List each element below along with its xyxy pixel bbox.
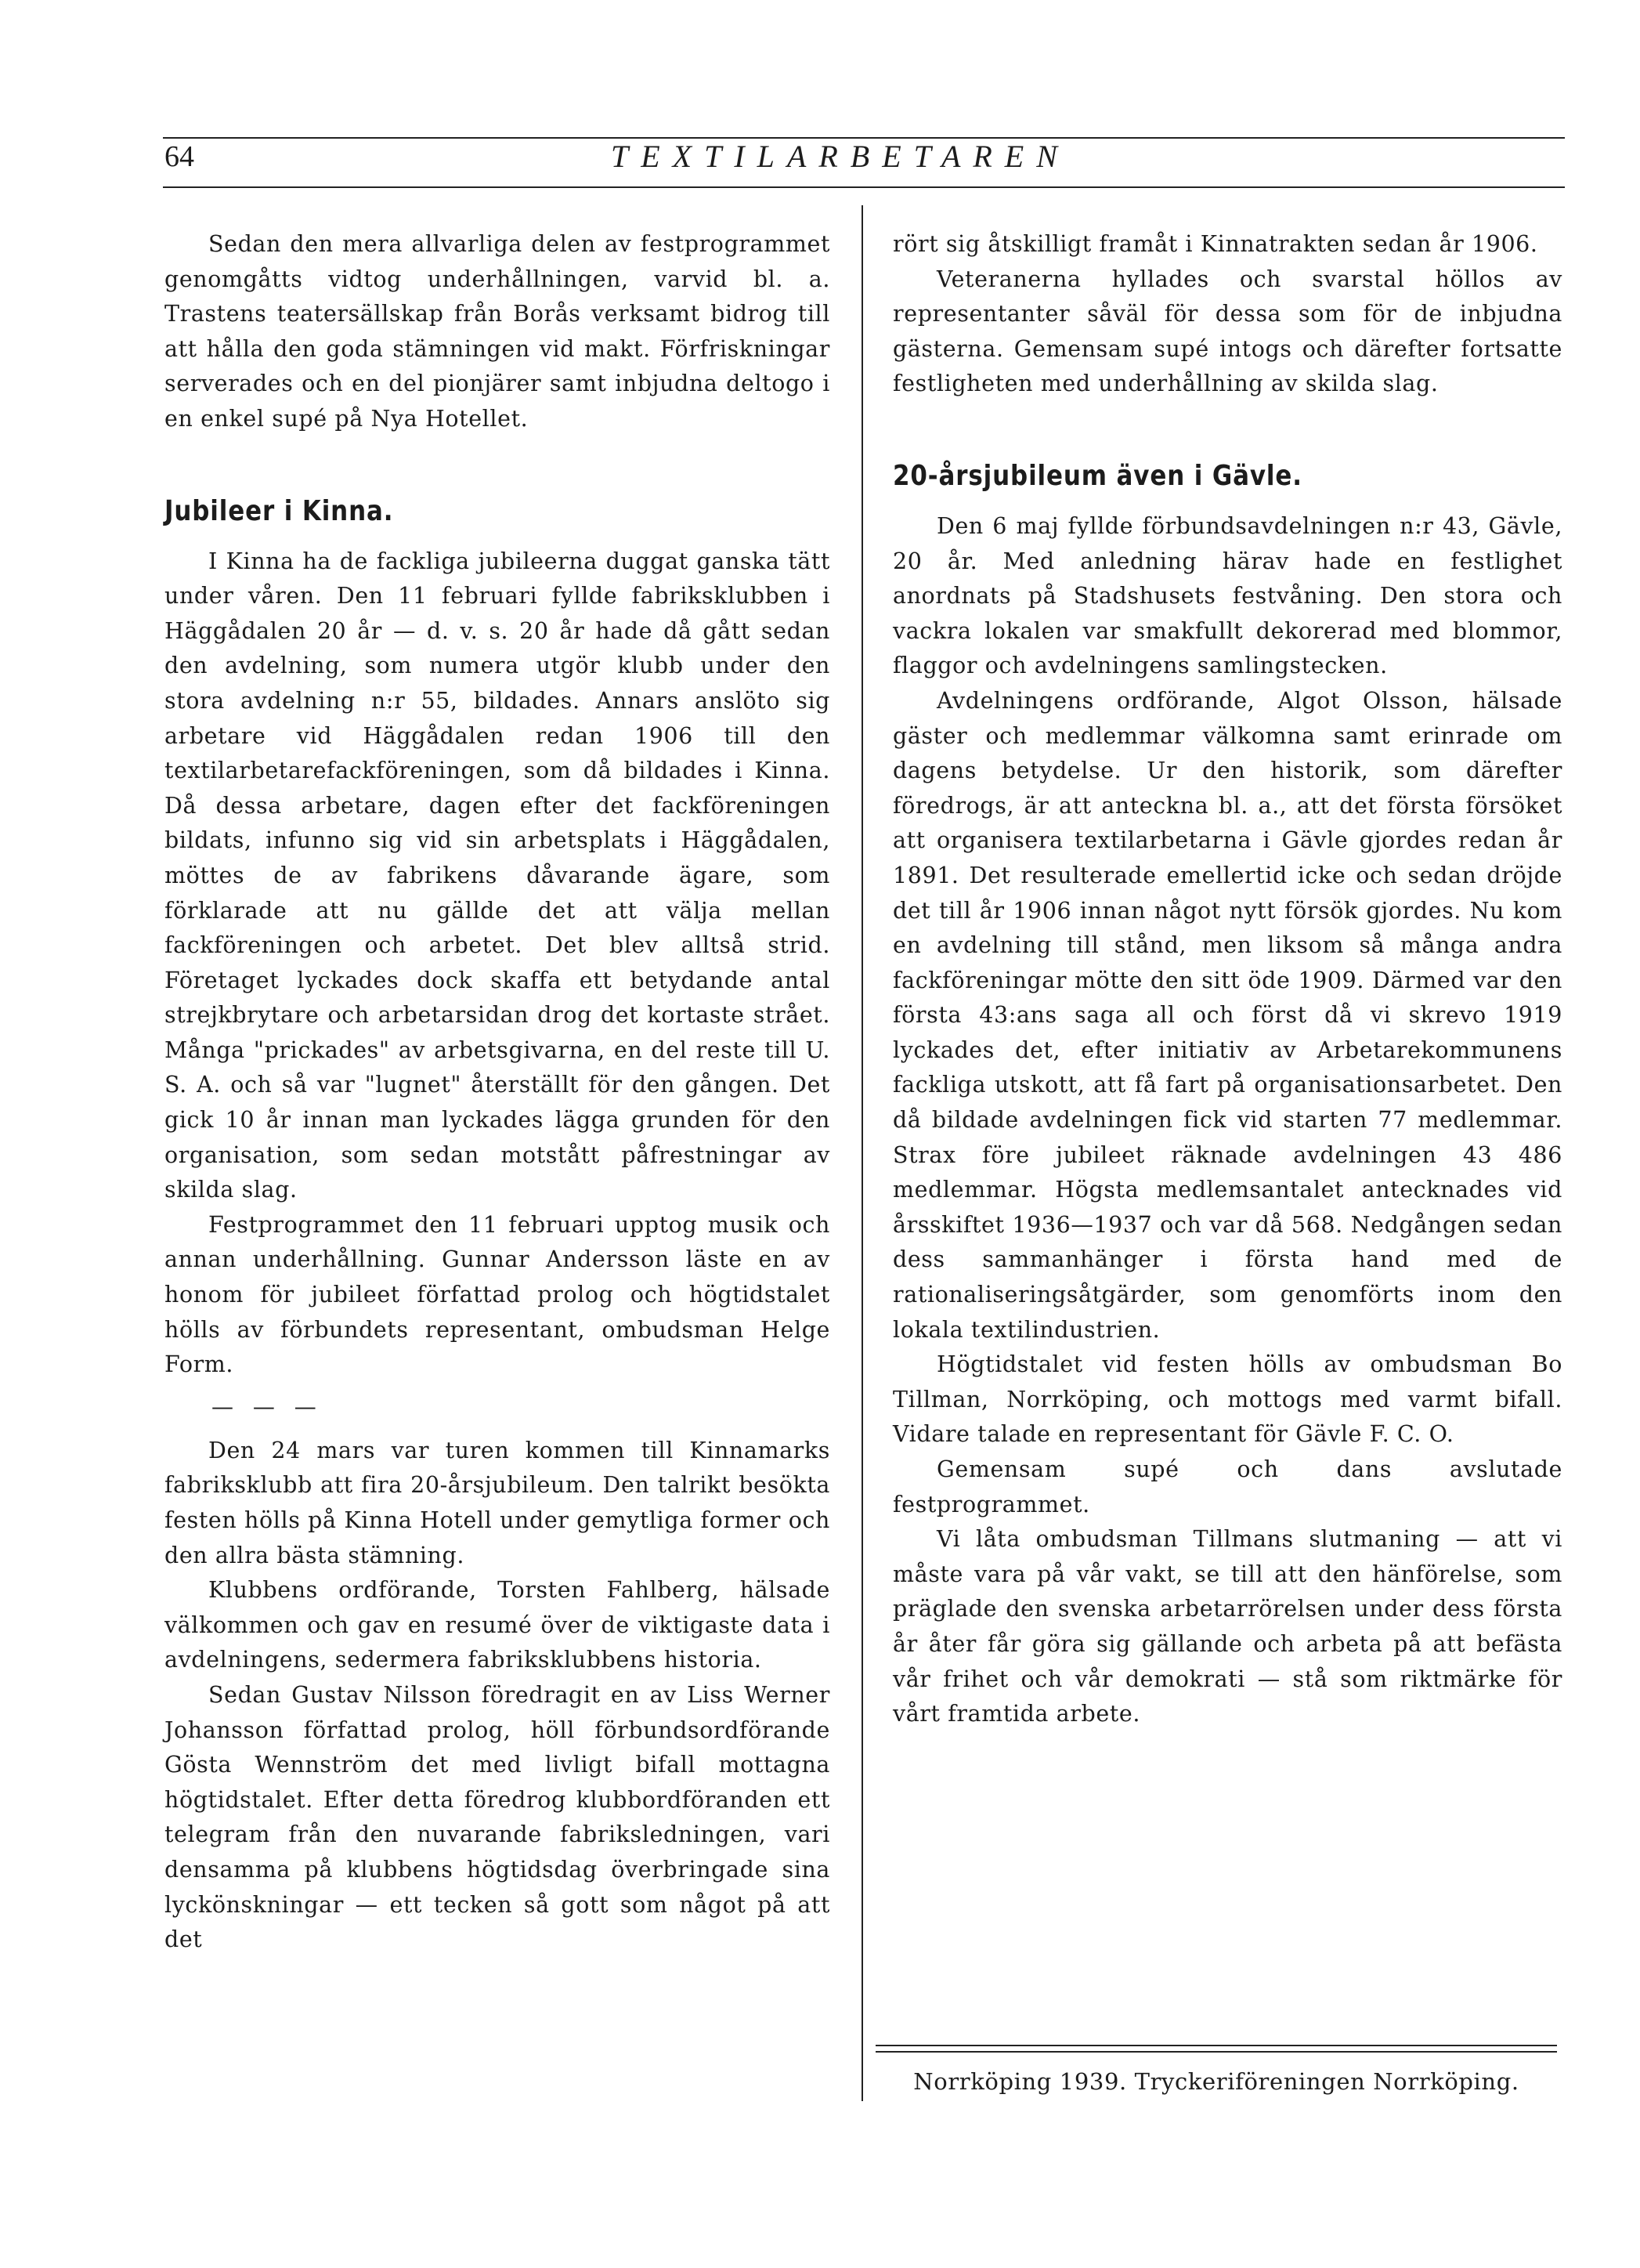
paragraph: Avdelningens ordförande, Algot Olsson, hälsade gäster och medlemmar välkomna samt erinrade om dagens betydelse. Ur den historik, som därefter föredrogs, är att anteckna bl. a., att det första försöket att organisera textilarbetarna i Gävle gjordes redan år 1891. Det resulterade emellertid icke och sedan dröjde det till år 1906 innan något nytt försök gjordes. Nu kom en avdelning till stånd, men liksom så många andra fackföreningar mötte den sitt öde 1909. Därmed var den första 43:ans saga all och först då vi skrevo 1919 lyckades det, efter initiativ av Arbetarekommunens fackliga utskott, att få fart på organisationsarbetet. Den då bildade avdelningen fick vid starten 77 medlemmar. Strax före jubileet räknade avdelningen 43 486 medlemmar. Högsta medlemsantalet antecknades vid årsskiftet 1936—1937 och var då 568. Nedgången sedan dess sammanhänger i första hand med de rationaliseringsåtgärder, som genomförts inom den lokala textilindustrien.: [893, 687, 1562, 1343]
paragraph: rört sig åtskilligt framåt i Kinnatrakten sedan år 1906.: [893, 231, 1538, 257]
right-column: [893, 227, 1562, 1732]
paragraph: I Kinna ha de fackliga jubileerna duggat ganska tätt under våren. Den 11 februari fyllde fabriksklubben i Häggådalen 20 år — d. v. s. 20 år hade då gått sedan den avdelning, som numera utgör klubb under den stora avdelning n:r 55, bildades. Annars anslöto sig arbetare vid Häggådalen redan 1906 till den textilarbetarefackföreningen, som då bildades i Kinna. Då dessa arbetare, dagen efter det fackföreningen bildats, infunno sig vid sin arbetsplats i Häggådalen, möttes de av fabrikens dåvarande ägare, som förklarade att nu gällde det att välja mellan fackföreningen och arbetet. Det blev alltså strid. Företaget lyckades dock skaffa ett betydande antal strejkbrytare och arbetarsidan drog det kortaste strået. Många "prickades" av arbetsgivarna, en del reste till U. S. A. och så var "lugnet" återställt för den gången. Det gick 10 år innan man lyckades lägga grunden för den organisation, som sedan motstått påfrestningar av skilda slag.: [164, 548, 830, 1203]
paragraph: Veteranerna hyllades och svarstal höllos av representanter såväl för dessa som för de inbjudna gästerna. Gemensam supé intogs och därefter fortsatte festligheten med underhållning av skilda slag.: [893, 266, 1562, 397]
paragraph: Vi låta ombudsman Tillmans slutmaning — att vi måste vara på vår vakt, se till att den hänförelse, som präglade den svenska arbetarrörelsen under dess första år åter får göra sig gällande och arbeta på att befästa vår frihet och vår demokrati — stå som riktmärke för vårt framtida arbete.: [893, 1526, 1562, 1727]
section-heading-gavle: 20-årsjubileum även i Gävle.: [893, 459, 1302, 492]
left-column: [164, 227, 830, 1958]
paragraph: Sedan Gustav Nilsson föredragit en av Liss Werner Johansson författad prolog, höll förbundsordförande Gösta Wennström det med livligt bifall mottagna högtidstalet. Efter detta föredrog klubbordföranden ett telegram från den nuvarande fabriksledningen, vari densamma på klubbens högtidsdag överbringade sina lyckönskningar — ett tecken så gott som något på att det: [164, 1681, 830, 1953]
paragraph: Festprogrammet den 11 februari upptog musik och annan underhållning. Gunnar Andersson läste en av honom för jubileet författad prolog och högtidstalet hölls av förbundets representant, ombudsman Helge Form.: [164, 1211, 830, 1378]
imprint-footer: Norrköping 1939. Tryckeriföreningen Norrköping.: [913, 2068, 1519, 2095]
page-number: 64: [164, 140, 194, 173]
paragraph: Klubbens ordförande, Torsten Fahlberg, hälsade välkommen och gav en resumé över de viktigaste data i avdelningens, sedermera fabriksklubbens historia.: [164, 1577, 830, 1673]
paragraph: Högtidstalet vid festen hölls av ombudsman Bo Tillman, Norrköping, och mottogs med varmt bifall. Vidare talade en representant för Gävle F. C. O.: [893, 1351, 1562, 1448]
footer-rule-bottom: [876, 2051, 1557, 2053]
section-separator: — — —: [211, 1393, 323, 1420]
paragraph: Den 24 mars var turen kommen till Kinnamarks fabriksklubb att fira 20-årsjubileum. Den talrikt besökta festen hölls på Kinna Hotell under gemytliga former och den allra bästa stämning.: [164, 1437, 830, 1568]
column-divider: [862, 205, 863, 2101]
paragraph: Sedan den mera allvarliga delen av festprogrammet genomgåtts vidtog underhållningen, varvid bl. a. Trastens teatersällskap från Borås verksamt bidrog till att hålla den goda stämningen vid makt. Förfriskningar serverades och en del pionjärer samt inbjudna deltogo i en enkel supé på Nya Hotellet.: [164, 231, 830, 432]
footer-rule-top: [876, 2045, 1557, 2046]
running-title: TEXTILARBETAREN: [611, 139, 1070, 174]
paragraph: Den 6 maj fyllde förbundsavdelningen n:r 43, Gävle, 20 år. Med anledning härav hade en festlighet anordnats på Stadshusets festvåning. Den stora och vackra lokalen var smakfullt dekorerad med blommor, flaggor och avdelningens samlingstecken.: [893, 512, 1562, 679]
header-bottom-rule: [163, 186, 1565, 188]
section-heading-kinna: Jubileer i Kinna.: [164, 494, 394, 527]
paragraph: Gemensam supé och dans avslutade festprogrammet.: [893, 1456, 1562, 1517]
